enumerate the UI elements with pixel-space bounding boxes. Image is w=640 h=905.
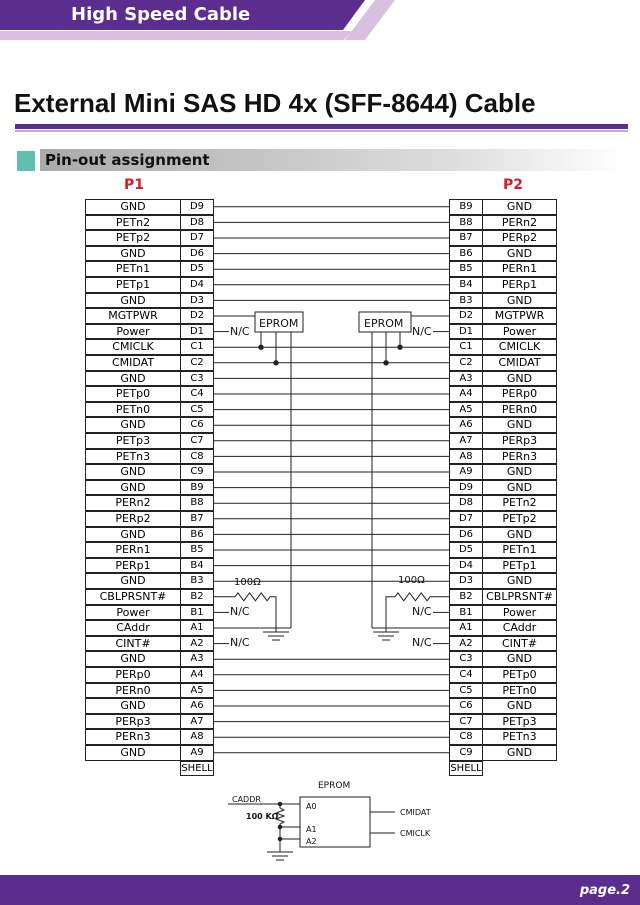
- p2-pin-number: C5: [449, 683, 483, 699]
- schematic-a2: A2: [306, 837, 317, 846]
- p2-pin-name: GND: [482, 371, 557, 387]
- p2-pin-number: A8: [449, 449, 483, 465]
- p1-pin-name: GND: [85, 651, 181, 667]
- p1-pin-number: A1: [180, 620, 214, 636]
- nc-left-a2: N/C: [230, 636, 250, 649]
- schematic-a0: A0: [306, 802, 317, 811]
- schematic-cmidat: CMIDAT: [400, 808, 431, 817]
- p1-pin-name: PETp1: [85, 277, 181, 293]
- p1-pin-name: GND: [85, 527, 181, 543]
- p2-pin-number: B6: [449, 246, 483, 262]
- p2-pin-number: A5: [449, 402, 483, 418]
- p1-pin-name: GND: [85, 573, 181, 589]
- p1-pin-number: B4: [180, 558, 214, 574]
- p1-pin-name: PERn3: [85, 729, 181, 745]
- p1-pin-name: GND: [85, 745, 181, 761]
- p1-pin-name: GND: [85, 199, 181, 215]
- p1-pin-number: A9: [180, 745, 214, 761]
- p1-pin-number: C2: [180, 355, 214, 371]
- p1-pin-name: PETp2: [85, 230, 181, 246]
- p2-pin-name: PERp2: [482, 230, 557, 246]
- p2-pin-name: GND: [482, 464, 557, 480]
- junction-dot: [384, 361, 388, 365]
- p2-label: P2: [503, 177, 524, 193]
- p2-pin-number: D5: [449, 542, 483, 558]
- p1-pin-name: Power: [85, 324, 181, 340]
- p2-pin-name: MGTPWR: [482, 308, 557, 324]
- p2-pin-number: B9: [449, 199, 483, 215]
- p1-pin-number: B5: [180, 542, 214, 558]
- p1-pin-number: B8: [180, 495, 214, 511]
- p1-pin-name: GND: [85, 417, 181, 433]
- p1-pin-name: CMIDAT: [85, 355, 181, 371]
- section-title: High Speed Cable: [71, 4, 251, 25]
- p1-pin-name: PERp0: [85, 667, 181, 683]
- p1-pin-name: PERp3: [85, 714, 181, 730]
- p2-pin-number: A7: [449, 433, 483, 449]
- p1-pin-number: C8: [180, 449, 214, 465]
- p1-pin-number: B7: [180, 511, 214, 527]
- p1-pin-name: PERp2: [85, 511, 181, 527]
- resistor-icon: [395, 593, 430, 601]
- schematic-cmiclk: CMICLK: [400, 829, 431, 838]
- p1-pin-number: SHELL: [180, 761, 214, 777]
- p2-pin-number: D4: [449, 558, 483, 574]
- p1-pin-name: GND: [85, 371, 181, 387]
- p1-pin-number: B3: [180, 573, 214, 589]
- p1-pin-name: MGTPWR: [85, 308, 181, 324]
- p2-pin-name: PERn3: [482, 449, 557, 465]
- p1-pin-number: D4: [180, 277, 214, 293]
- p2-pin-name: PERn0: [482, 402, 557, 418]
- p2-pin-number: B3: [449, 293, 483, 309]
- wire-b2-left-gnd: [270, 597, 276, 632]
- p1-pin-number: D1: [180, 324, 214, 340]
- p2-pin-number: C3: [449, 651, 483, 667]
- p2-pin-name: PETn1: [482, 542, 557, 558]
- p2-pin-name: CAddr: [482, 620, 557, 636]
- p2-pin-name: PETp2: [482, 511, 557, 527]
- p1-pin-number: B2: [180, 589, 214, 605]
- p2-pin-name: PETp1: [482, 558, 557, 574]
- p2-pin-number: C6: [449, 698, 483, 714]
- p1-pin-name: PETp0: [85, 386, 181, 402]
- p2-pin-name: PETn2: [482, 495, 557, 511]
- p1-pin-name: PETp3: [85, 433, 181, 449]
- resistor-icon: [235, 593, 270, 601]
- p1-pin-number: A3: [180, 651, 214, 667]
- p1-pin-number: A8: [180, 729, 214, 745]
- p1-pin-name: GND: [85, 246, 181, 262]
- nc-right-a2: N/C: [412, 636, 432, 649]
- p1-pin-name: PERn2: [85, 495, 181, 511]
- p2-pin-name: GND: [482, 573, 557, 589]
- p1-pin-name: PETn2: [85, 215, 181, 231]
- junction-dot: [278, 825, 282, 829]
- resistor-right-label: 100Ω: [398, 575, 425, 586]
- p1-pin-number: A6: [180, 698, 214, 714]
- p2-pin-number: D1: [449, 324, 483, 340]
- p2-pin-number: B8: [449, 215, 483, 231]
- p2-pin-name: GND: [482, 698, 557, 714]
- junction-dot: [278, 837, 282, 841]
- p2-pin-name: GND: [482, 480, 557, 496]
- p2-pin-number: A3: [449, 371, 483, 387]
- p2-pin-name: PERp0: [482, 386, 557, 402]
- p1-pin-name: Power: [85, 605, 181, 621]
- p1-label: P1: [124, 177, 145, 193]
- p2-pin-number: B5: [449, 261, 483, 277]
- p1-pin-number: B1: [180, 605, 214, 621]
- nc-left-d1: N/C: [230, 325, 250, 338]
- p1-pin-name: PERn1: [85, 542, 181, 558]
- p2-pin-name: PERp3: [482, 433, 557, 449]
- p1-pin-number: D9: [180, 199, 214, 215]
- p2-pin-name: CINT#: [482, 636, 557, 652]
- p2-pin-name: GND: [482, 199, 557, 215]
- p1-pin-number: B6: [180, 527, 214, 543]
- p2-pin-name: GND: [482, 293, 557, 309]
- p1-pin-number: D7: [180, 230, 214, 246]
- page-number: page.2: [579, 883, 630, 898]
- p2-pin-number: A1: [449, 620, 483, 636]
- p1-pin-number: A2: [180, 636, 214, 652]
- p1-pin-name: GND: [85, 293, 181, 309]
- p1-pin-number: A4: [180, 667, 214, 683]
- p2-pin-name: CBLPRSNT#: [482, 589, 557, 605]
- p2-pin-name: GND: [482, 417, 557, 433]
- p1-pin-number: D2: [180, 308, 214, 324]
- p2-pin-name: PERn1: [482, 261, 557, 277]
- p2-pin-name: PETp3: [482, 714, 557, 730]
- p2-pin-number: A2: [449, 636, 483, 652]
- p1-pin-name: CMICLK: [85, 339, 181, 355]
- p2-pin-name: GND: [482, 651, 557, 667]
- p1-pin-name: PERn0: [85, 683, 181, 699]
- p1-pin-number: D6: [180, 246, 214, 262]
- p1-pin-number: D8: [180, 215, 214, 231]
- p1-pin-name: CBLPRSNT#: [85, 589, 181, 605]
- p1-pin-name: GND: [85, 464, 181, 480]
- p2-pin-name: PETn3: [482, 729, 557, 745]
- eprom-left-label: EPROM: [259, 317, 299, 330]
- p2-pin-number: D2: [449, 308, 483, 324]
- p1-pin-number: B9: [180, 480, 214, 496]
- p1-pin-number: D5: [180, 261, 214, 277]
- p1-pin-number: C9: [180, 464, 214, 480]
- p2-pin-number: A6: [449, 417, 483, 433]
- p2-pin-number: SHELL: [449, 761, 483, 777]
- p2-pin-number: D6: [449, 527, 483, 543]
- p2-pin-number: D8: [449, 495, 483, 511]
- p1-pin-name: PERp1: [85, 558, 181, 574]
- p1-pin-number: C5: [180, 402, 214, 418]
- p2-pin-number: C2: [449, 355, 483, 371]
- p2-pin-name: Power: [482, 605, 557, 621]
- footer-band: [0, 875, 640, 905]
- p2-pin-name: GND: [482, 745, 557, 761]
- p2-pin-number: A4: [449, 386, 483, 402]
- p2-pin-name: PETp0: [482, 667, 557, 683]
- p1-pin-name: CINT#: [85, 636, 181, 652]
- schematic-resistor: 100 KΩ: [246, 812, 279, 821]
- p2-pin-number: C7: [449, 714, 483, 730]
- p2-pin-number: D3: [449, 573, 483, 589]
- p1-pin-number: C1: [180, 339, 214, 355]
- schematic-caddr: CADDR: [232, 795, 261, 804]
- p1-pin-number: C7: [180, 433, 214, 449]
- p1-pin-name: PETn1: [85, 261, 181, 277]
- p1-pin-number: A5: [180, 683, 214, 699]
- page-title: External Mini SAS HD 4x (SFF-8644) Cable: [14, 88, 536, 118]
- p2-pin-name: PERp1: [482, 277, 557, 293]
- p1-pin-name: CAddr: [85, 620, 181, 636]
- p1-pin-number: D3: [180, 293, 214, 309]
- p2-pin-number: C9: [449, 745, 483, 761]
- p2-pin-number: B1: [449, 605, 483, 621]
- p2-pin-name: CMIDAT: [482, 355, 557, 371]
- p1-pin-name: GND: [85, 698, 181, 714]
- wire-b2-right-gnd: [386, 597, 395, 632]
- p1-pin-name: PETn0: [85, 402, 181, 418]
- nc-right-b1: N/C: [412, 605, 432, 618]
- eprom-right-label: EPROM: [364, 317, 404, 330]
- p2-pin-number: B2: [449, 589, 483, 605]
- p2-pin-name: PERn2: [482, 215, 557, 231]
- p2-pin-name: CMICLK: [482, 339, 557, 355]
- p2-pin-number: D7: [449, 511, 483, 527]
- junction-dot: [259, 345, 263, 349]
- nc-left-b1: N/C: [230, 605, 250, 618]
- p2-pin-name: Power: [482, 324, 557, 340]
- p2-pin-number: C8: [449, 729, 483, 745]
- junction-dot: [398, 345, 402, 349]
- p1-pin-number: A7: [180, 714, 214, 730]
- p1-pin-name: GND: [85, 480, 181, 496]
- p1-pin-number: C3: [180, 371, 214, 387]
- p2-pin-name: GND: [482, 246, 557, 262]
- nc-right-d1: N/C: [412, 325, 432, 338]
- p2-pin-number: B4: [449, 277, 483, 293]
- schematic-title: EPROM: [318, 781, 351, 791]
- p2-pin-name: PETn0: [482, 683, 557, 699]
- p1-pin-number: C4: [180, 386, 214, 402]
- junction-dot: [278, 802, 282, 806]
- p1-pin-name: PETn3: [85, 449, 181, 465]
- p2-pin-number: B7: [449, 230, 483, 246]
- p2-pin-number: C4: [449, 667, 483, 683]
- resistor-left-label: 100Ω: [234, 577, 261, 588]
- p2-pin-number: C1: [449, 339, 483, 355]
- subsection-title: Pin-out assignment: [45, 151, 210, 169]
- p2-pin-name: GND: [482, 527, 557, 543]
- p2-pin-number: A9: [449, 464, 483, 480]
- schematic-a1: A1: [306, 825, 317, 834]
- p1-pin-number: C6: [180, 417, 214, 433]
- junction-dot: [274, 361, 278, 365]
- p2-pin-number: D9: [449, 480, 483, 496]
